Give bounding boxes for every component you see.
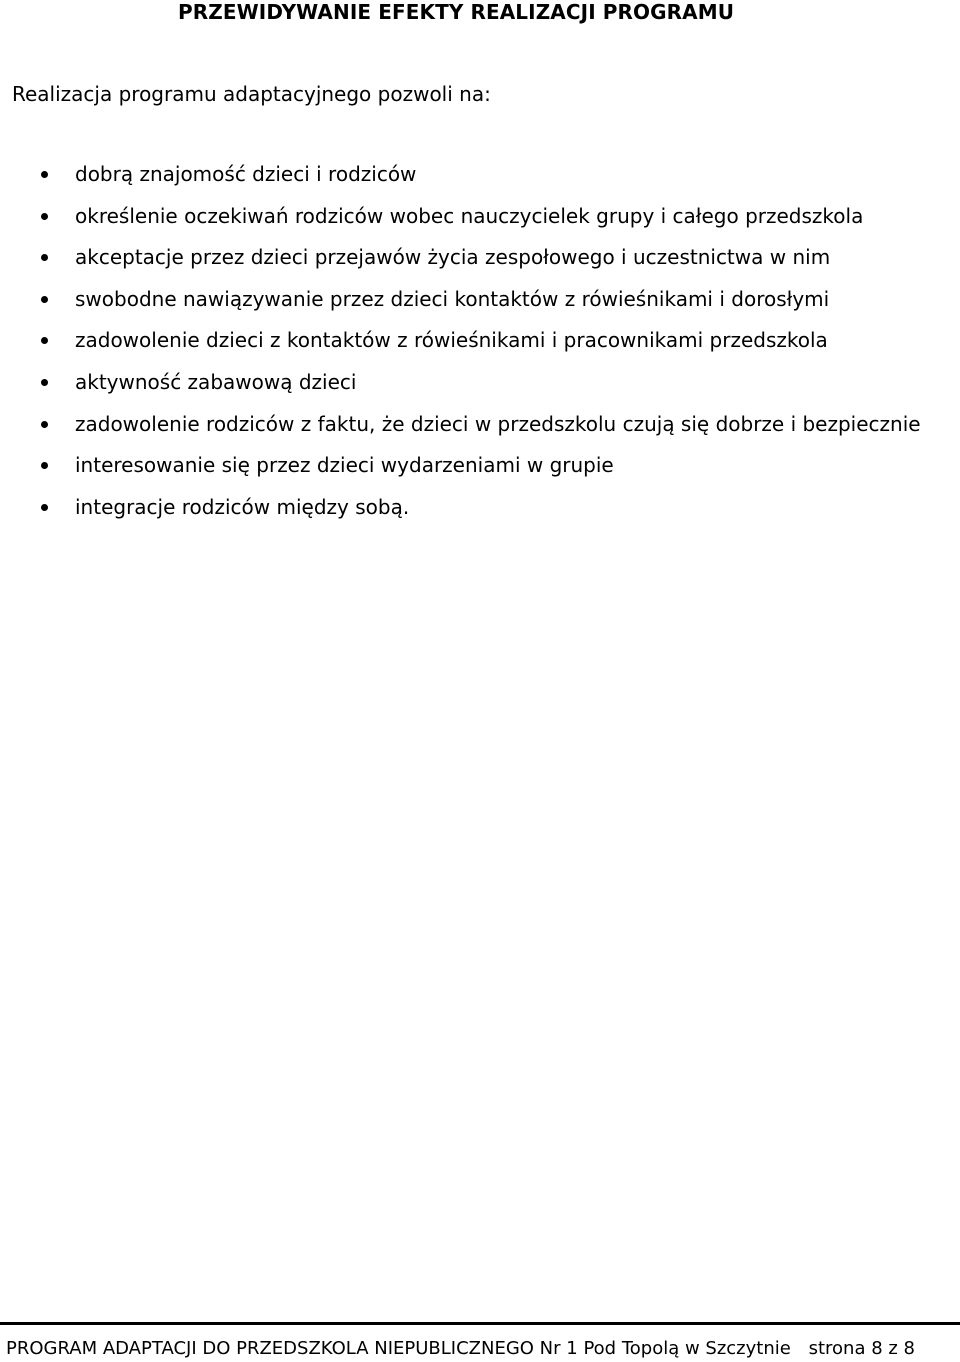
effects-list	[0, 161, 960, 535]
list-item	[0, 411, 960, 453]
list-item	[0, 452, 960, 494]
list-item-text: akceptacje przez dzieci przejawów życia zespołowego i uczestnictwa w nim	[75, 245, 831, 270]
bullet-icon	[41, 421, 48, 428]
bullet-icon	[41, 254, 48, 261]
list-item-text: zadowolenie rodziców z faktu, że dzieci w przedszkolu czują się dobrze i bezpiecznie	[75, 411, 921, 436]
page-title: PRZEWIDYWANIE EFEKTY REALIZACJI PROGRAMU	[178, 0, 735, 24]
bullet-icon	[41, 462, 48, 469]
bullet-icon	[41, 379, 48, 386]
bullet-icon	[41, 296, 48, 303]
list-item	[0, 203, 960, 245]
list-item-text: zadowolenie dzieci z kontaktów z rówieśnikami i pracownikami przedszkola	[75, 328, 828, 353]
list-item	[0, 494, 960, 536]
list-item	[0, 369, 960, 411]
list-item-text: integracje rodziców między sobą.	[75, 494, 410, 519]
list-item	[0, 327, 960, 369]
footer-program-name: PROGRAM ADAPTACJI DO PRZEDSZKOLA NIEPUBLICZNEGO Nr 1 Pod Topolą w Szczytnie	[6, 1338, 791, 1359]
footer-page-number: strona 8 z 8	[808, 1338, 915, 1359]
list-item	[0, 286, 960, 328]
list-item-text: dobrą znajomość dzieci i rodziców	[75, 162, 417, 186]
footer-divider	[0, 1322, 960, 1325]
list-item-text: interesowanie się przez dzieci wydarzeniami w grupie	[75, 453, 614, 478]
list-item	[0, 161, 960, 203]
bullet-icon	[41, 504, 48, 511]
list-item-text: swobodne nawiązywanie przez dzieci kontaktów z rówieśnikami i dorosłymi	[75, 286, 830, 311]
list-item	[0, 244, 960, 286]
bullet-icon	[41, 171, 48, 178]
bullet-icon	[41, 213, 48, 220]
list-item-text: określenie oczekiwań rodziców wobec nauczycielek grupy i całego przedszkola	[75, 203, 864, 228]
list-item-text: aktywność zabawową dzieci	[75, 369, 357, 394]
bullet-icon	[41, 337, 48, 344]
intro-paragraph: Realizacja programu adaptacyjnego pozwoli na:	[12, 82, 491, 106]
